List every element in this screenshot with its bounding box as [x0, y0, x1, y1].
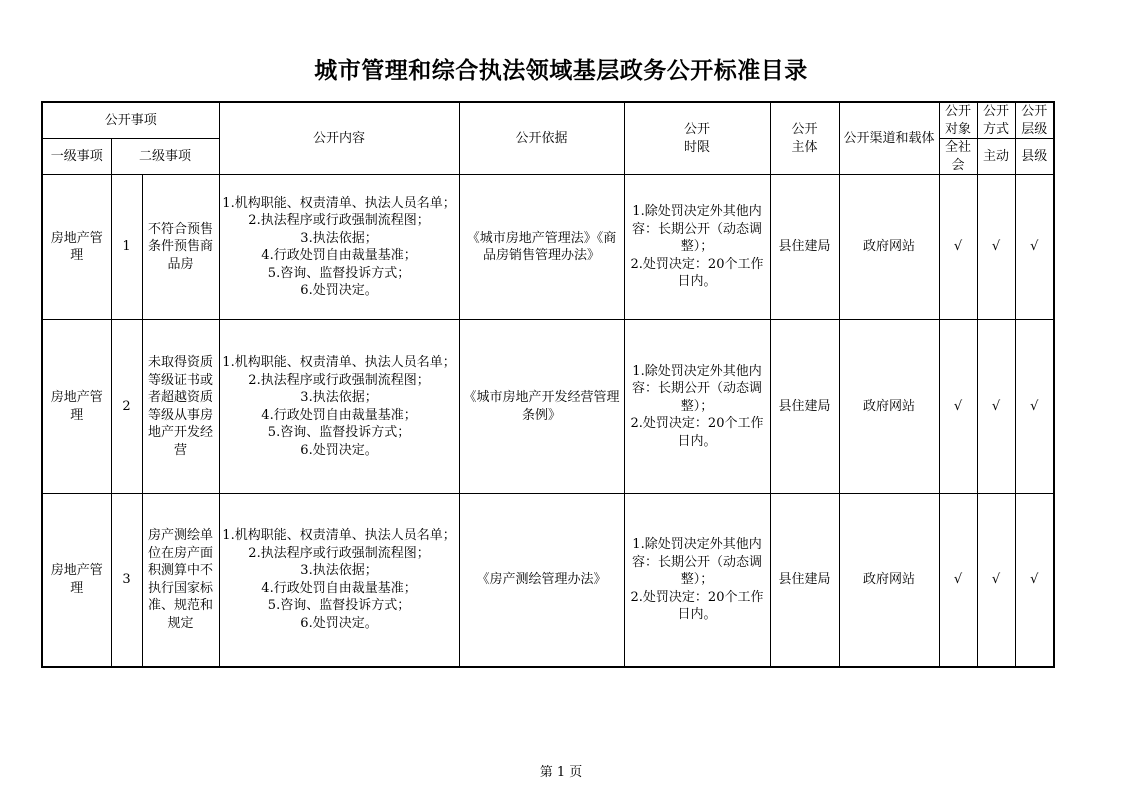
row-level1: 房地产管理 [42, 175, 111, 320]
header-level1: 一级事项 [42, 139, 111, 175]
row-channel: 政府网站 [839, 175, 939, 320]
row-subject: 县住建局 [770, 494, 839, 667]
row-level-mark: √ [1015, 320, 1054, 494]
row-content [219, 175, 459, 320]
content-line: 5.咨询、监督投诉方式； [267, 265, 411, 281]
table-row [42, 320, 1054, 494]
content-line: 4.行政处罚自由裁量基准； [261, 407, 417, 423]
row-basis: 《城市房地产管理法》《商品房销售管理办法》 [459, 175, 624, 320]
content-line: 1.机构职能、权责清单、执法人员名单； [222, 528, 456, 544]
row-time-limit [624, 320, 770, 494]
row-channel: 政府网站 [839, 494, 939, 667]
content-line: 1.机构职能、权责清单、执法人员名单； [222, 355, 456, 370]
content-line: 4.行政处罚自由裁量基准； [261, 248, 417, 263]
row-basis: 《城市房地产开发经营管理条例》 [459, 320, 624, 494]
row-level2: 房产测绘单位在房产面积测算中不执行国家标准、规范和规定 [142, 494, 219, 667]
page-number: 第 1 页 [539, 765, 583, 780]
row-level2: 不符合预售条件预售商品房 [142, 175, 219, 320]
header-method: 公开方式 [977, 102, 1015, 139]
row-object-mark: √ [939, 494, 977, 667]
time-limit-line: 2.处罚决定：20个工作日内。 [630, 256, 764, 290]
row-subject: 县住建局 [770, 175, 839, 320]
header-subject-line1: 公开 [791, 122, 818, 137]
header-time-limit-line1: 公开 [683, 122, 710, 137]
content-line: 5.咨询、监督投诉方式； [267, 598, 411, 614]
time-limit-line: 1.除处罚决定外其他内容：长期公开（动态调整）； [631, 204, 762, 255]
row-level-mark: √ [1015, 494, 1054, 667]
time-limit-line: 2.处罚决定：20个工作日内。 [630, 416, 764, 449]
header-method-value: 主动 [977, 139, 1015, 175]
time-limit-line: 1.除处罚决定外其他内容：长期公开（动态调整）； [631, 363, 762, 414]
content-line: 5.咨询、监督投诉方式； [267, 425, 411, 440]
row-number: 1 [111, 175, 142, 320]
row-subject: 县住建局 [770, 320, 839, 494]
row-number: 3 [111, 494, 142, 667]
content-line: 6.处罚决定。 [300, 615, 378, 631]
row-level1: 房地产管理 [42, 320, 111, 494]
header-subject-line2: 主体 [791, 139, 818, 155]
row-level-mark: √ [1015, 175, 1054, 320]
header-subject [770, 102, 839, 175]
content-line: 3.执法依据； [300, 563, 378, 579]
table-row [42, 175, 1054, 320]
header-level: 公开层级 [1015, 102, 1054, 139]
header-content: 公开内容 [219, 102, 459, 175]
row-method-mark: √ [977, 320, 1015, 494]
header-basis: 公开依据 [459, 102, 624, 175]
row-method-mark: √ [977, 494, 1015, 667]
content-line: 2.执法程序或行政强制流程图； [248, 372, 430, 388]
document-title: 城市管理和综合执法领域基层政务公开标准目录 [314, 57, 808, 84]
header-level2: 二级事项 [111, 139, 219, 175]
row-content [219, 494, 459, 667]
row-method-mark: √ [977, 175, 1015, 320]
content-line: 2.执法程序或行政强制流程图； [248, 545, 430, 561]
time-limit-line: 2.处罚决定：20个工作日内。 [630, 589, 764, 622]
content-line: 6.处罚决定。 [300, 283, 378, 298]
row-time-limit [624, 494, 770, 667]
header-time-limit [624, 102, 770, 175]
time-limit-line: 1.除处罚决定外其他内容：长期公开（动态调整）； [631, 537, 762, 587]
row-channel: 政府网站 [839, 320, 939, 494]
row-time-limit [624, 175, 770, 320]
header-object-value: 全社会 [939, 139, 977, 175]
content-line: 2.执法程序或行政强制流程图； [248, 213, 430, 228]
row-number: 2 [111, 320, 142, 494]
table-row [42, 494, 1054, 667]
row-object-mark: √ [939, 175, 977, 320]
row-object-mark: √ [939, 320, 977, 494]
standard-catalog-table [41, 101, 1055, 668]
row-level1: 房地产管理 [42, 494, 111, 667]
header-level-value: 县级 [1015, 139, 1054, 175]
row-content [219, 320, 459, 494]
header-public-items: 公开事项 [42, 102, 219, 139]
header-time-limit-line2: 时限 [683, 139, 710, 155]
content-line: 3.执法依据； [300, 230, 378, 246]
row-level2: 未取得资质等级证书或者超越资质等级从事房地产开发经营 [142, 320, 219, 494]
header-channel: 公开渠道和载体 [839, 102, 939, 175]
content-line: 3.执法依据； [300, 390, 378, 405]
content-line: 6.处罚决定。 [300, 442, 378, 458]
row-basis: 《房产测绘管理办法》 [459, 494, 624, 667]
header-object: 公开对象 [939, 102, 977, 139]
content-line: 1.机构职能、权责清单、执法人员名单； [222, 195, 456, 211]
content-line: 4.行政处罚自由裁量基准； [261, 580, 417, 596]
